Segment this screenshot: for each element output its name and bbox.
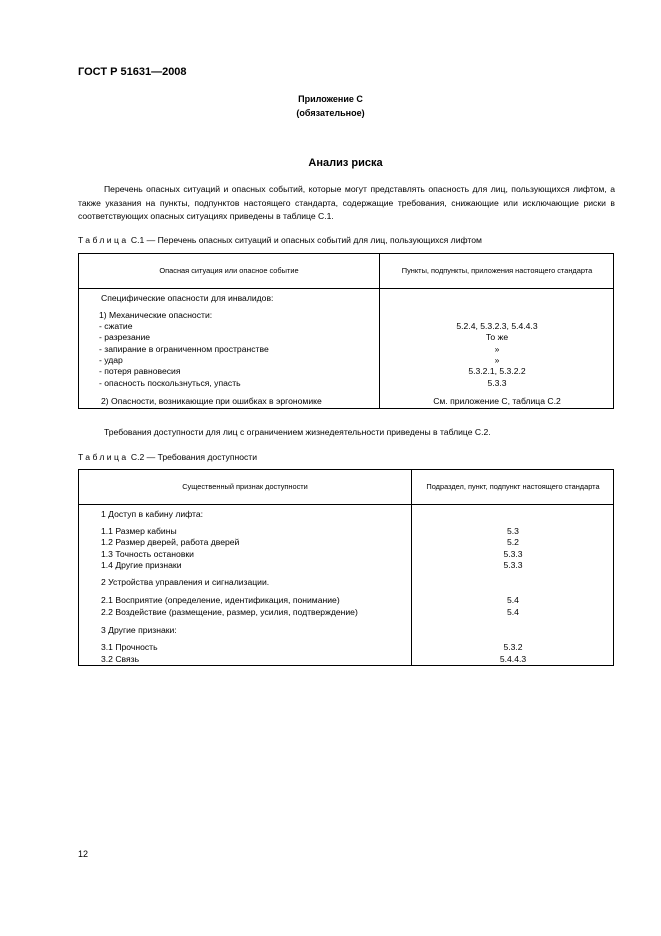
table1-row-ref: См. приложение С, таблица С.2 (433, 396, 561, 406)
annex-title: Приложение С (298, 94, 363, 104)
table2-row-ref: 5.4 (507, 607, 519, 617)
table1-row-ref: » (494, 355, 500, 365)
table1-header-reference: Пункты, подпункты, приложения настоящего стандарта (401, 266, 593, 275)
table1-header-situation: Опасная ситуация или опасное событие (159, 266, 299, 275)
table1-row-item: - потеря равновесия (99, 366, 181, 376)
table2-row-ref: 5.3.3 (503, 560, 523, 570)
table1-row-ref: То же (485, 332, 509, 342)
table1-row-item: - опасность поскользнуться, упасть (99, 378, 241, 388)
intro-paragraph: Перечень опасных ситуаций и опасных событий, которые могут представлять опасность для лиц, пользующихся лифтом, а также указания на пункты, подпунктов настоящего стандарта, содержащие требования, снижающие или исключающие риски в соответствующих опасных ситуациях приведены в таблице С.1. (78, 184, 615, 221)
table2-caption-text: С.2 — Требования доступности (130, 452, 258, 462)
table2-row-item: 3.2 Связь (101, 654, 140, 664)
table1-row-item: Специфические опасности для инвалидов: (101, 293, 274, 303)
table1-row-ref: 5.3.2.1, 5.3.2.2 (468, 366, 526, 376)
table1-row-item: 2) Опасности, возникающие при ошибках в эргономике (101, 396, 322, 406)
table2-row-item: 1.1 Размер кабины (101, 526, 177, 536)
table2-row-item: 1.3 Точность остановки (101, 549, 194, 559)
table2-header-feature: Существенный признак доступности (182, 482, 308, 491)
table2-caption-label: Таблица (78, 452, 129, 462)
table1-row-item: - запирание в ограниченном пространстве (99, 344, 269, 354)
table2-row-item: 3 Другие признаки: (101, 625, 177, 635)
table2-row-item: 2 Устройства управления и сигнализации. (101, 577, 270, 587)
table1-row-item: - удар (99, 355, 123, 365)
table1-row-ref: » (494, 344, 500, 354)
table2-row-item: 1 Доступ в кабину лифта: (101, 509, 204, 519)
table1-caption (78, 235, 482, 245)
table1-caption-text: С.1 — Перечень опасных ситуаций и опасных событий для лиц, пользующихся лифтом (130, 235, 482, 245)
table1-row-item: - сжатие (99, 321, 133, 331)
standard-header: ГОСТ Р 51631—2008 (78, 66, 187, 78)
table2-row-item: 3.1 Прочность (101, 642, 158, 652)
table1-row-ref: 5.3.3 (487, 378, 507, 388)
accessibility-paragraph: Требования доступности для лиц с ограничением жизнедеятельности приведены в таблице С.2. (104, 427, 491, 437)
table1-row-item: - разрезание (99, 332, 151, 342)
table2-row-ref: 5.2 (507, 537, 519, 547)
table2-row-item: 2.1 Восприятие (определение, идентификация, понимание) (101, 595, 340, 605)
table1-row-item: 1) Механические опасности: (99, 310, 213, 320)
table2-header-divider (79, 504, 613, 505)
table2-row-ref: 5.3.2 (503, 642, 523, 652)
page-number: 12 (78, 849, 89, 859)
table2-row-ref: 5.4 (507, 595, 519, 605)
annex-subtitle: (обязательное) (296, 108, 365, 118)
table2-row-ref: 5.3.3 (503, 549, 523, 559)
accessibility-table (78, 469, 614, 666)
table1-header-divider (79, 288, 613, 289)
table2-row-item: 2.2 Воздействие (размещение, размер, усилия, подтверждение) (101, 607, 358, 617)
table1-row-ref: 5.2.4, 5.3.2.3, 5.4.4.3 (456, 321, 538, 331)
table2-row-ref: 5.3 (507, 526, 519, 536)
table2-row-item: 1.2 Размер дверей, работа дверей (101, 537, 240, 547)
table2-caption (78, 452, 257, 462)
table2-row-ref: 5.4.4.3 (499, 654, 527, 664)
table2-row-item: 1.4 Другие признаки (101, 560, 182, 570)
hazards-table (78, 253, 614, 409)
table1-caption-label: Таблица (78, 235, 129, 245)
section-title: Анализ риска (308, 157, 383, 169)
table2-header-reference: Подраздел, пункт, подпункт настоящего стандарта (426, 482, 600, 491)
